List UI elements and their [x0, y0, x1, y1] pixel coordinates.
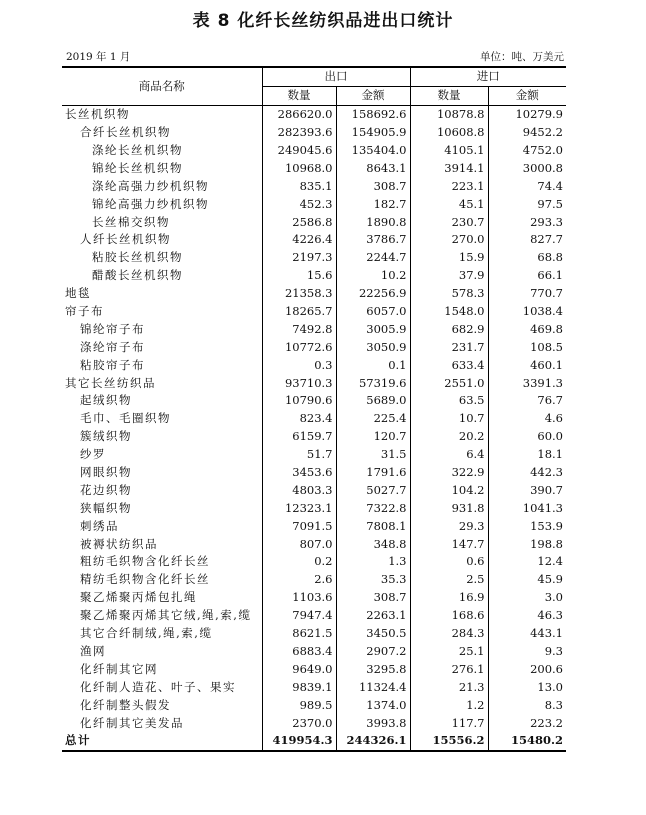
table-row [62, 392, 566, 410]
table-row [62, 410, 566, 428]
table-row [62, 643, 566, 661]
product-name: 粗纺毛织物含化纤长丝 [80, 554, 210, 569]
export-qty: 7091.5 [262, 517, 336, 535]
export-amount: 0.1 [336, 356, 410, 374]
export-amount: 3050.9 [336, 338, 410, 356]
export-amount: 225.4 [336, 410, 410, 428]
table-row [62, 320, 566, 338]
import-amount: 198.8 [488, 535, 566, 553]
total-row [62, 732, 566, 751]
import-amount: 10279.9 [488, 105, 566, 123]
import-qty: 1.2 [410, 696, 488, 714]
export-qty: 9839.1 [262, 678, 336, 696]
table-row [62, 374, 566, 392]
export-amount: 1791.6 [336, 464, 410, 482]
import-amount: 108.5 [488, 338, 566, 356]
export-amount: 2907.2 [336, 643, 410, 661]
import-amount: 74.4 [488, 177, 566, 195]
import-qty: 4105.1 [410, 142, 488, 160]
import-qty: 284.3 [410, 625, 488, 643]
product-name: 其它合纤制绒,绳,索,缆 [80, 626, 213, 641]
import-amount: 3000.8 [488, 159, 566, 177]
product-name: 人纤长丝机织物 [80, 232, 171, 247]
table-row [62, 231, 566, 249]
export-amount: 1.3 [336, 553, 410, 571]
export-qty: 51.7 [262, 446, 336, 464]
product-name: 锦纶高强力纱机织物 [92, 196, 209, 211]
export-qty: 15.6 [262, 267, 336, 285]
product-name: 花边织物 [80, 482, 132, 497]
total-export-amount: 244326.1 [336, 732, 410, 751]
product-name: 涤纶长丝机织物 [92, 143, 183, 157]
export-amount: 6057.0 [336, 303, 410, 321]
table-row [62, 159, 566, 177]
export-qty: 835.1 [262, 177, 336, 195]
table-row [62, 714, 566, 732]
import-amount: 443.1 [488, 625, 566, 643]
import-qty: 0.6 [410, 553, 488, 571]
export-qty: 3453.6 [262, 464, 336, 482]
header-import: 进口 [410, 67, 566, 86]
table-row [62, 464, 566, 482]
export-amount: 8643.1 [336, 159, 410, 177]
export-amount: 35.3 [336, 571, 410, 589]
import-amount: 153.9 [488, 517, 566, 535]
product-name: 网眼织物 [80, 465, 132, 480]
product-name: 纱罗 [80, 447, 106, 462]
import-qty: 25.1 [410, 643, 488, 661]
product-name: 化纤制其它美发品 [80, 715, 184, 730]
table-row [62, 660, 566, 678]
export-qty: 282393.6 [262, 124, 336, 142]
import-amount: 66.1 [488, 267, 566, 285]
product-name: 簇绒织物 [80, 429, 132, 444]
product-name: 起绒织物 [80, 393, 132, 408]
import-qty: 231.7 [410, 338, 488, 356]
export-qty: 2197.3 [262, 249, 336, 267]
export-amount: 10.2 [336, 267, 410, 285]
table-title: 表 8 化纤长丝纺织品进出口统计 [192, 11, 454, 31]
import-amount: 469.8 [488, 320, 566, 338]
export-qty: 823.4 [262, 410, 336, 428]
export-qty: 10968.0 [262, 159, 336, 177]
import-amount: 4.6 [488, 410, 566, 428]
import-amount: 4752.0 [488, 142, 566, 160]
product-name: 化纤制人造花、叶子、果实 [80, 679, 236, 694]
import-qty: 16.9 [410, 589, 488, 607]
export-amount: 135404.0 [336, 142, 410, 160]
product-name: 化纤制整头假发 [80, 697, 171, 712]
import-qty: 2551.0 [410, 374, 488, 392]
table-row [62, 696, 566, 714]
import-qty: 322.9 [410, 464, 488, 482]
import-qty: 10878.8 [410, 105, 488, 123]
import-qty: 45.1 [410, 195, 488, 213]
import-amount: 18.1 [488, 446, 566, 464]
export-qty: 7492.8 [262, 320, 336, 338]
product-name: 合纤长丝机织物 [80, 125, 171, 140]
total-import-qty: 15556.2 [410, 732, 488, 751]
export-qty: 1103.6 [262, 589, 336, 607]
product-name: 锦纶帘子布 [80, 321, 145, 336]
export-amount: 3450.5 [336, 625, 410, 643]
export-amount: 7322.8 [336, 499, 410, 517]
table-row [62, 177, 566, 195]
export-amount: 3295.8 [336, 660, 410, 678]
export-qty: 93710.3 [262, 374, 336, 392]
export-qty: 0.3 [262, 356, 336, 374]
product-name: 刺绣品 [80, 518, 119, 533]
table-row [62, 625, 566, 643]
import-qty: 270.0 [410, 231, 488, 249]
export-amount: 22256.9 [336, 285, 410, 303]
table-row [62, 589, 566, 607]
export-qty: 10790.6 [262, 392, 336, 410]
table-row [62, 517, 566, 535]
table-row [62, 499, 566, 517]
export-amount: 3005.9 [336, 320, 410, 338]
export-qty: 10772.6 [262, 338, 336, 356]
import-amount: 460.1 [488, 356, 566, 374]
import-qty: 117.7 [410, 714, 488, 732]
table-row [62, 356, 566, 374]
import-amount: 13.0 [488, 678, 566, 696]
import-amount: 1041.3 [488, 499, 566, 517]
import-qty: 29.3 [410, 517, 488, 535]
table-row [62, 267, 566, 285]
export-qty: 9649.0 [262, 660, 336, 678]
export-qty: 452.3 [262, 195, 336, 213]
table-row [62, 303, 566, 321]
export-qty: 4226.4 [262, 231, 336, 249]
export-qty: 2370.0 [262, 714, 336, 732]
export-qty: 7947.4 [262, 607, 336, 625]
export-amount: 2263.1 [336, 607, 410, 625]
import-amount: 46.3 [488, 607, 566, 625]
import-qty: 63.5 [410, 392, 488, 410]
header-export-qty: 数量 [262, 86, 336, 105]
import-amount: 97.5 [488, 195, 566, 213]
import-qty: 10608.8 [410, 124, 488, 142]
export-amount: 2244.7 [336, 249, 410, 267]
import-qty: 633.4 [410, 356, 488, 374]
export-qty: 2586.8 [262, 213, 336, 231]
header-import-qty: 数量 [410, 86, 488, 105]
export-amount: 308.7 [336, 177, 410, 195]
export-qty: 6883.4 [262, 643, 336, 661]
total-import-amount: 15480.2 [488, 732, 566, 751]
import-qty: 276.1 [410, 660, 488, 678]
product-name: 渔网 [80, 643, 106, 658]
import-qty: 168.6 [410, 607, 488, 625]
import-qty: 147.7 [410, 535, 488, 553]
table-row [62, 428, 566, 446]
table-body [62, 105, 566, 732]
product-name: 涤纶帘子布 [80, 339, 145, 354]
header-export: 出口 [262, 67, 410, 86]
table-row [62, 338, 566, 356]
product-name: 地毯 [65, 286, 91, 301]
product-name: 聚乙烯聚丙烯其它绒,绳,索,缆 [80, 608, 252, 623]
import-qty: 931.8 [410, 499, 488, 517]
import-amount: 293.3 [488, 213, 566, 231]
product-name: 粘胶长丝机织物 [92, 250, 183, 265]
export-qty: 286620.0 [262, 105, 336, 123]
table-row [62, 446, 566, 464]
import-qty: 6.4 [410, 446, 488, 464]
product-name: 聚乙烯聚丙烯包扎绳 [80, 590, 197, 605]
export-amount: 5689.0 [336, 392, 410, 410]
import-amount: 9452.2 [488, 124, 566, 142]
import-qty: 3914.1 [410, 159, 488, 177]
product-name: 化纤制其它网 [80, 661, 158, 676]
export-qty: 249045.6 [262, 142, 336, 160]
table-row [62, 142, 566, 160]
import-qty: 223.1 [410, 177, 488, 195]
import-qty: 37.9 [410, 267, 488, 285]
import-qty: 230.7 [410, 213, 488, 231]
import-amount: 60.0 [488, 428, 566, 446]
export-amount: 154905.9 [336, 124, 410, 142]
import-amount: 223.2 [488, 714, 566, 732]
import-amount: 1038.4 [488, 303, 566, 321]
import-amount: 68.8 [488, 249, 566, 267]
export-amount: 1374.0 [336, 696, 410, 714]
export-amount: 1890.8 [336, 213, 410, 231]
import-amount: 770.7 [488, 285, 566, 303]
table-row [62, 678, 566, 696]
table-row [62, 553, 566, 571]
table-row [62, 249, 566, 267]
product-name: 粘胶帘子布 [80, 357, 145, 372]
export-amount: 5027.7 [336, 481, 410, 499]
import-qty: 2.5 [410, 571, 488, 589]
import-qty: 15.9 [410, 249, 488, 267]
import-qty: 104.2 [410, 481, 488, 499]
export-qty: 21358.3 [262, 285, 336, 303]
export-qty: 6159.7 [262, 428, 336, 446]
table-row [62, 481, 566, 499]
import-amount: 9.3 [488, 643, 566, 661]
total-label: 总计 [65, 733, 91, 748]
export-amount: 182.7 [336, 195, 410, 213]
product-name: 醋酸长丝机织物 [92, 268, 183, 283]
import-amount: 390.7 [488, 481, 566, 499]
table-row [62, 213, 566, 231]
export-amount: 120.7 [336, 428, 410, 446]
table-row [62, 535, 566, 553]
export-amount: 348.8 [336, 535, 410, 553]
header-export-amount: 金额 [336, 86, 410, 105]
import-qty: 1548.0 [410, 303, 488, 321]
product-name: 帘子布 [65, 304, 104, 319]
import-amount: 442.3 [488, 464, 566, 482]
header-product-name: 商品名称 [62, 67, 262, 105]
export-amount: 3993.8 [336, 714, 410, 732]
export-amount: 3786.7 [336, 231, 410, 249]
product-name: 长丝棉交织物 [92, 214, 170, 229]
export-qty: 0.2 [262, 553, 336, 571]
import-amount: 200.6 [488, 660, 566, 678]
trade-table [62, 66, 566, 752]
product-name: 精纺毛织物含化纤长丝 [80, 572, 210, 587]
export-amount: 308.7 [336, 589, 410, 607]
import-amount: 3.0 [488, 589, 566, 607]
import-qty: 682.9 [410, 320, 488, 338]
import-qty: 20.2 [410, 428, 488, 446]
table-row [62, 124, 566, 142]
period-label: 2019 年 1 月 [66, 51, 131, 63]
product-name: 涤纶高强力纱机织物 [92, 178, 209, 193]
table-row [62, 105, 566, 123]
total-export-qty: 419954.3 [262, 732, 336, 751]
table-row [62, 607, 566, 625]
import-qty: 21.3 [410, 678, 488, 696]
header-import-amount: 金额 [488, 86, 566, 105]
export-qty: 18265.7 [262, 303, 336, 321]
export-amount: 31.5 [336, 446, 410, 464]
import-amount: 45.9 [488, 571, 566, 589]
export-qty: 8621.5 [262, 625, 336, 643]
export-amount: 11324.4 [336, 678, 410, 696]
product-name: 锦纶长丝机织物 [92, 160, 183, 175]
table-row [62, 285, 566, 303]
table-row [62, 571, 566, 589]
import-amount: 12.4 [488, 553, 566, 571]
product-name: 狭幅织物 [80, 500, 132, 515]
export-amount: 7808.1 [336, 517, 410, 535]
export-qty: 807.0 [262, 535, 336, 553]
table-row [62, 195, 566, 213]
export-amount: 158692.6 [336, 105, 410, 123]
export-qty: 2.6 [262, 571, 336, 589]
product-name: 被褥状纺织品 [80, 536, 158, 551]
import-amount: 8.3 [488, 696, 566, 714]
product-name: 长丝机织物 [65, 107, 130, 122]
import-amount: 827.7 [488, 231, 566, 249]
import-qty: 578.3 [410, 285, 488, 303]
import-qty: 10.7 [410, 410, 488, 428]
import-amount: 3391.3 [488, 374, 566, 392]
export-amount: 57319.6 [336, 374, 410, 392]
product-name: 其它长丝纺织品 [65, 375, 156, 390]
product-name: 毛巾、毛圈织物 [80, 411, 171, 426]
export-qty: 12323.1 [262, 499, 336, 517]
export-qty: 4803.3 [262, 481, 336, 499]
export-qty: 989.5 [262, 696, 336, 714]
unit-label: 单位：吨、万美元 [480, 51, 564, 63]
import-amount: 76.7 [488, 392, 566, 410]
